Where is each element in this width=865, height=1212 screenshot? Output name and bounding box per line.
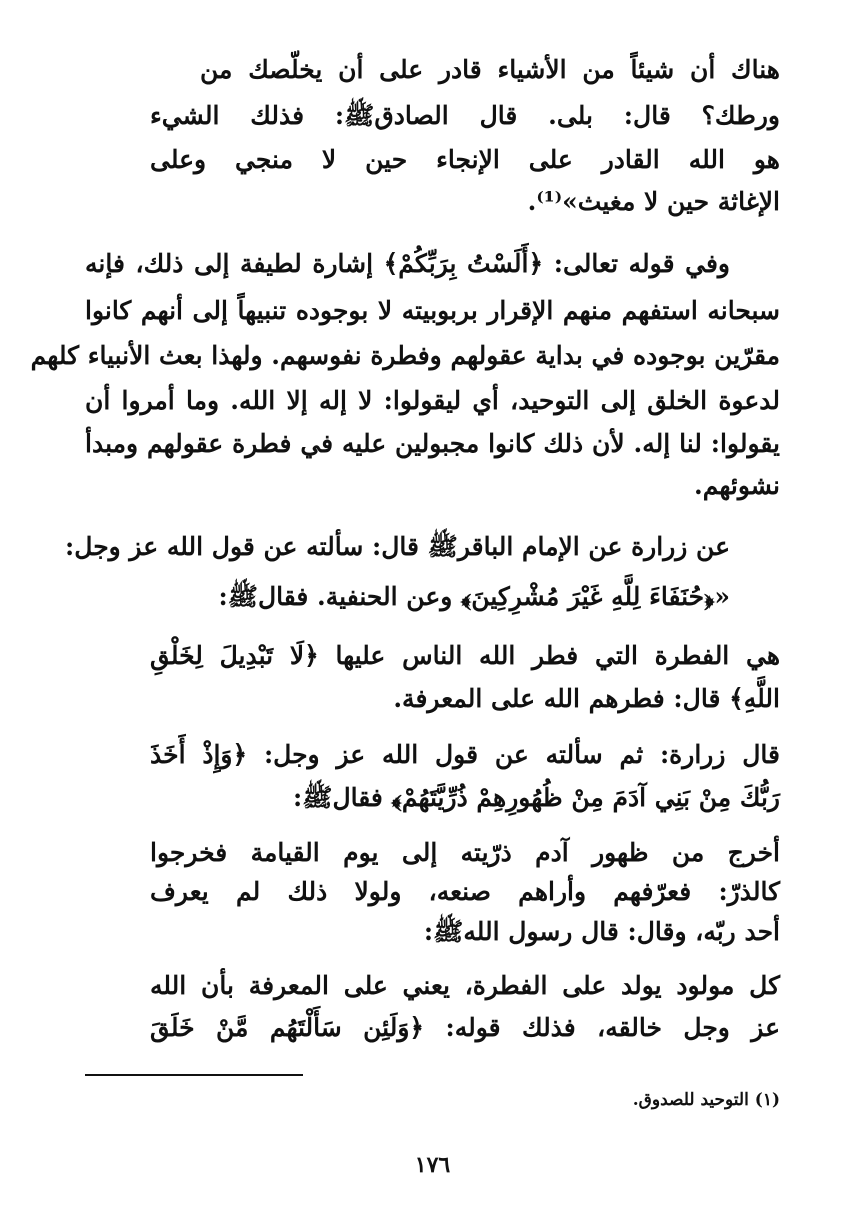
text-line: كالذرّ: فعرّفهم وأراهم صنعه، ولولا ذلك لم يعرف	[150, 877, 780, 906]
page-number: ١٧٦	[414, 1152, 451, 1178]
text-line: قال زرارة: ثم سألته عن قول الله عز وجل: ﴿وَإِذْ أَخَذَ	[150, 740, 780, 769]
text-line: الإغاثة حين لا مغيث»⁽¹⁾.	[527, 187, 780, 216]
text-line: أحد ربّه، وقال: قال رسول اللهﷺ:	[423, 917, 780, 946]
text-line: يقولوا: لنا إله. لأن ذلك كانوا مجبولين عليه في فطرة عقولهم ومبدأ	[85, 429, 780, 458]
text-line: مقرّين بوجوده في بداية عقولهم وفطرة نفوسهم. ولهذا بعث الأنبياء كلهم	[30, 341, 780, 370]
text-line: هناك أن شيئاً من الأشياء قادر على أن يخلّصك من	[200, 55, 780, 84]
text-line: عز وجل خالقه، فذلك قوله: ﴿وَلَئِن سَأَلْتَهُم مَّنْ خَلَقَ	[150, 1013, 780, 1042]
text-line: أخرج من ظهور آدم ذرّيته إلى يوم القيامة فخرجوا	[150, 838, 780, 867]
text-line: نشوئهم.	[694, 471, 780, 500]
text-line: اللَّهِ﴾ قال: فطرهم الله على المعرفة.	[393, 684, 780, 713]
footnote: (١) التوحيد للصدوق.	[632, 1090, 780, 1110]
text-line: وفي قوله تعالى: ﴿أَلَسْتُ بِرَبِّكُمْ﴾ إشارة لطيفة إلى ذلك، فإنه	[85, 249, 730, 278]
text-line: كل مولود يولد على الفطرة، يعني على المعرفة بأن الله	[150, 971, 780, 1000]
text-line: ورطك؟ قال: بلى. قال الصادقﷺ: فذلك الشيء	[150, 101, 780, 130]
text-line: «﴿حُنَفَاءَ لِلَّهِ غَيْرَ مُشْرِكِينَ﴾ وعن الحنفية. فقالﷺ:	[218, 582, 730, 611]
text-line: هو الله القادر على الإنجاء حين لا منجي وعلى	[150, 145, 780, 174]
text-line: هي الفطرة التي فطر الله الناس عليها ﴿لَا تَبْدِيلَ لِخَلْقِ	[150, 641, 780, 670]
text-line: عن زرارة عن الإمام الباقرﷺ قال: سألته عن قول الله عز وجل:	[65, 532, 730, 561]
text-line: رَبُّكَ مِنْ بَنِي آدَمَ مِنْ ظُهُورِهِمْ ذُرِّيَّتَهُمْ﴾ فقالﷺ:	[293, 783, 780, 812]
footnote-separator	[85, 1074, 303, 1076]
text-line: لدعوة الخلق إلى التوحيد، أي ليقولوا: لا إله إلا الله. وما أمروا أن	[85, 386, 780, 415]
text-line: سبحانه استفهم منهم الإقرار بربوبيته لا بوجوده تنبيهاً إلى أنهم كانوا	[85, 296, 780, 325]
